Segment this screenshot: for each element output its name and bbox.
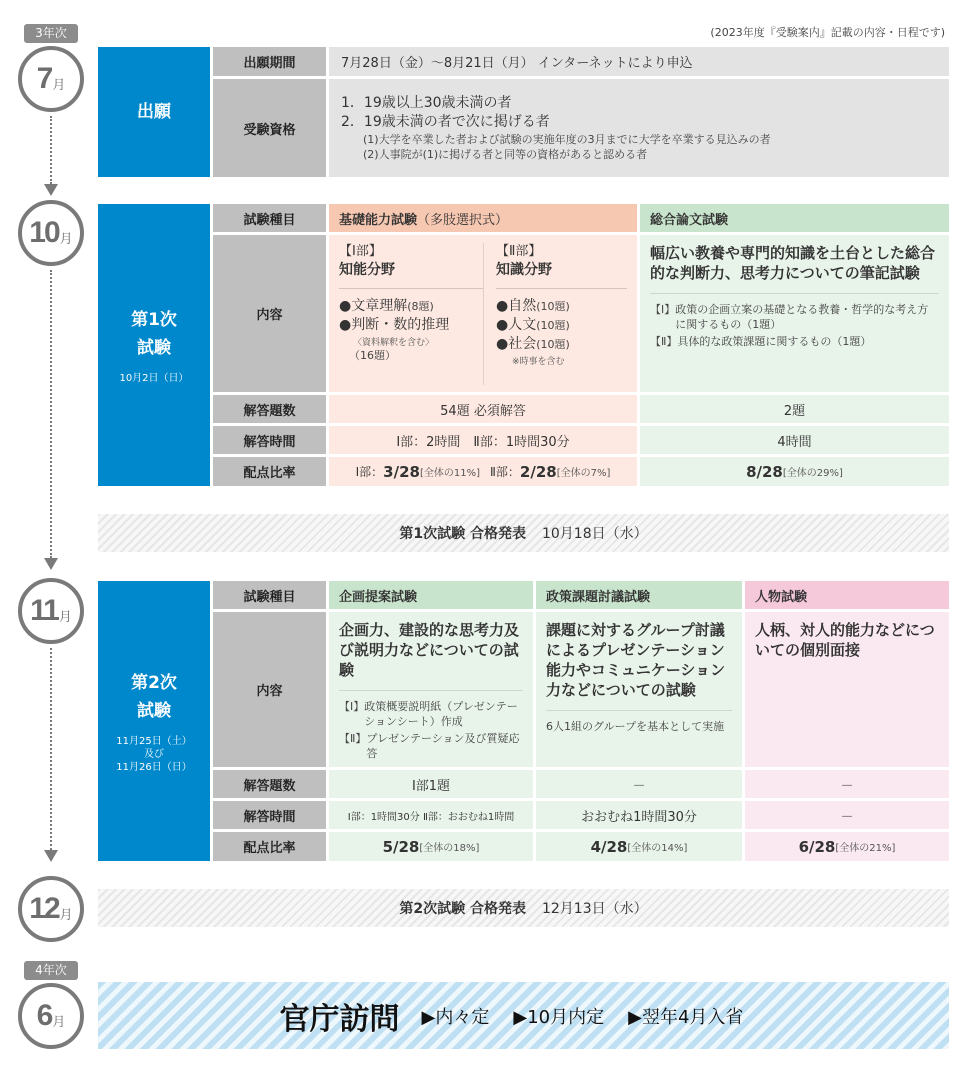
- personal-content: 人柄、対人的能力などについての個別面接: [745, 612, 949, 767]
- basic-answer-time: Ⅰ部：2時間 Ⅱ部：1時間30分: [329, 426, 637, 454]
- timeline-arrow-icon: [44, 558, 58, 570]
- month-circle-6: 6 月: [18, 983, 84, 1049]
- month-circle-10: 10 月: [18, 200, 84, 266]
- timeline-arrow-icon: [44, 850, 58, 862]
- source-note: (2023年度『受験案内』記載の内容・日程です): [710, 26, 945, 39]
- label-exam-type: 試験種目: [213, 204, 326, 232]
- label-question-count: 解答題数: [213, 395, 326, 423]
- header-personal-exam: 人物試験: [745, 581, 949, 609]
- policy-discussion-content: 課題に対するグループ討議によるプレゼンテーション能力やコミュニケーション力などについての試験 6人1組のグループを基本として実施: [536, 612, 742, 767]
- policy-score-ratio: 4/28 [全体の14%]: [536, 832, 742, 861]
- label-answer-time: 解答時間: [213, 426, 326, 454]
- label-exam-type: 試験種目: [213, 581, 326, 609]
- announcement-exam1: 第1次試験 合格発表 10月18日（水）: [98, 514, 949, 552]
- planning-content: 企画力、建設的な思考力及び説明力などについての試験 【Ⅰ】 政策概要説明紙（プレゼンテーションシート）作成 【Ⅱ】 プレゼンテーション及び質疑応答: [329, 612, 533, 767]
- part1-column: 【Ⅰ部】 知能分野 ●文章理解(8題) ●判断・数的推理 〈資料解釈を含む〉 （16題）: [339, 243, 484, 385]
- planning-answer-time: Ⅰ部：1時間30分 Ⅱ部：おおむね1時間: [329, 801, 533, 829]
- label-score-ratio: 配点比率: [213, 832, 326, 861]
- header-planning-exam: 企画提案試験: [329, 581, 533, 609]
- step-april-entry: ▶翌年4月入省: [628, 1006, 744, 1028]
- exam1-block: [98, 204, 949, 486]
- planning-question-count: Ⅰ部1題: [329, 770, 533, 798]
- personal-question-count: －: [745, 770, 949, 798]
- essay-content: 幅広い教養や専門的知識を土台とした総合的な判断力、思考力についての筆記試験 【Ⅰ】 政策の企画立案の基礎となる教養・哲学的な考え方に関するもの（1題） 【Ⅱ】 具体的な政策課題に関するもの（1題）: [640, 235, 949, 392]
- essay-question-count: 2題: [640, 395, 949, 423]
- personal-answer-time: －: [745, 801, 949, 829]
- header-policy-discussion-exam: 政策課題討議試験: [536, 581, 742, 609]
- month-circle-7: 7 月: [18, 46, 84, 112]
- essay-score-ratio: 8/28 [全体の29%]: [640, 457, 949, 486]
- basic-question-count: 54題 必須解答: [329, 395, 637, 423]
- header-basic-ability-exam: 基礎能力試験 （多肢選択式）: [329, 204, 637, 232]
- part2-column: 【Ⅱ部】 知識分野 ●自然(10題) ●人文(10題) ●社会(10題) ※時事を含む: [484, 243, 627, 367]
- month-circle-11: 11 月: [18, 578, 84, 644]
- application-block: [98, 47, 949, 177]
- timeline-arrow-icon: [44, 184, 58, 196]
- timeline-dots: [50, 116, 52, 184]
- header-essay-exam: 総合論文試験: [640, 204, 949, 232]
- step-october-offer: ▶10月内定: [513, 1006, 605, 1028]
- announcement-exam2: 第2次試験 合格発表 12月13日（水）: [98, 889, 949, 927]
- ministry-visit-bar: 官庁訪問 ▶内々定 ▶10月内定 ▶翌年4月入省: [98, 982, 949, 1049]
- policy-answer-time: おおむね1時間30分: [536, 801, 742, 829]
- month-circle-12: 12 月: [18, 876, 84, 942]
- personal-score-ratio: 6/28 [全体の21%]: [745, 832, 949, 861]
- label-content: 内容: [213, 235, 326, 392]
- phase-application: 出願: [98, 47, 210, 177]
- essay-answer-time: 4時間: [640, 426, 949, 454]
- phase-exam2: 第2次 試験 11月25日（土） 及び 11月26日（日）: [98, 581, 210, 861]
- application-period-value: 7月28日（金）～8月21日（月） インターネットにより申込: [329, 47, 949, 76]
- label-application-period: 出願期間: [213, 47, 326, 76]
- timeline-dots: [50, 270, 52, 558]
- planning-score-ratio: 5/28 [全体の18%]: [329, 832, 533, 861]
- phase-exam1: 第1次 試験 10月2日（日）: [98, 204, 210, 486]
- label-content: 内容: [213, 612, 326, 767]
- basic-score-ratio: Ⅰ部： 3/28 [全体の11%] Ⅱ部： 2/28 [全体の7%]: [329, 457, 637, 486]
- exam2-block: [98, 581, 949, 861]
- basic-ability-content: [329, 235, 637, 392]
- timeline-dots: [50, 648, 52, 850]
- label-eligibility: 受験資格: [213, 79, 326, 177]
- year-badge-4: 4年次: [24, 961, 78, 980]
- year-badge-3: 3年次: [24, 24, 78, 43]
- policy-question-count: －: [536, 770, 742, 798]
- label-score-ratio: 配点比率: [213, 457, 326, 486]
- eligibility-value: 1．19歳以上30歳未満の者 2．19歳未満の者で次に掲げる者 (1)大学を卒業した者および試験の実施年度の3月までに大学を卒業する見込みの者 (2)人事院が(1)に掲げる者と同等の資格があると認める者: [329, 79, 949, 177]
- label-answer-time: 解答時間: [213, 801, 326, 829]
- step-informal-offer: ▶内々定: [421, 1006, 490, 1028]
- label-question-count: 解答題数: [213, 770, 326, 798]
